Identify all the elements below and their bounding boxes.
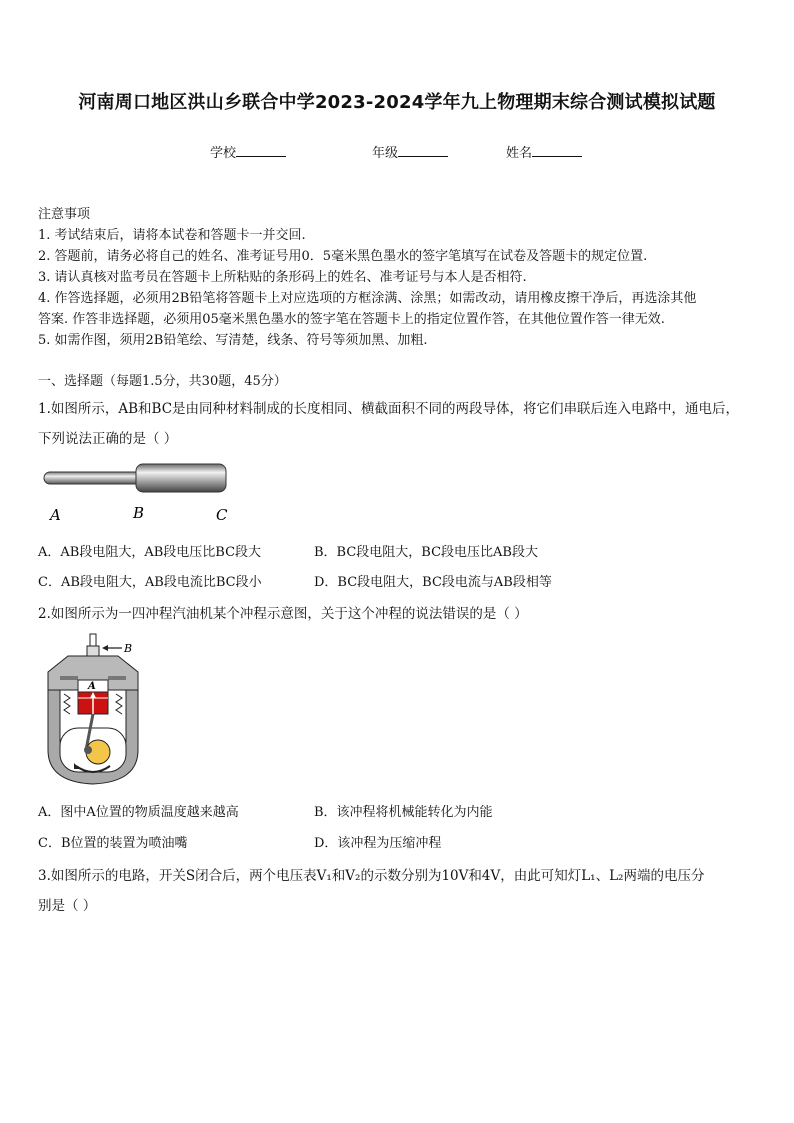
q1-option-a: A．AB段电阻大，AB段电压比BC段大 <box>38 545 262 560</box>
name-field <box>506 142 582 161</box>
q1-stem-line2: 下列说法正确的是（ ） <box>38 431 178 447</box>
grade-label: 年级 <box>372 146 399 161</box>
notice-item: 3. 请认真核对监考员在答题卡上所粘贴的条形码上的姓名、准考证号与本人是否相符. <box>38 270 527 285</box>
q1-stem-line1: 1.如图所示，AB和BC是由同种材料制成的长度相同、横截面积不同的两段导体，将它们串联后连入电路中，通电后， <box>38 401 740 417</box>
label-a: A <box>50 506 61 524</box>
q1-option-b: B．BC段电阻大，BC段电压比AB段大 <box>314 545 538 560</box>
label-c: C <box>216 506 228 524</box>
name-blank <box>532 144 582 157</box>
q3-stem-line2: 别是（ ） <box>38 898 97 914</box>
q1-option-c: C．AB段电阻大，AB段电流比BC段小 <box>38 575 262 590</box>
name-label: 姓名 <box>506 146 533 161</box>
school-label: 学校 <box>210 146 237 161</box>
notice-heading: 注意事项 <box>38 207 91 222</box>
q2-option-b: B．该冲程将机械能转化为内能 <box>314 805 493 820</box>
q3-stem-line1: 3.如图所示的电路，开关S闭合后，两个电压表V₁和V₂的示数分别为10V和4V，由此可知灯L₁、L₂两端的电压分 <box>38 868 705 884</box>
q2-option-a: A．图中A位置的物质温度越来越高 <box>38 805 239 820</box>
conductor-figure <box>36 458 246 528</box>
engine-diagram <box>38 632 148 790</box>
label-b: B <box>124 642 133 655</box>
notice-item: 4. 作答选择题，必须用2B铅笔将答题卡上对应选项的方框涂满、涂黑；如需改动，请用橡皮擦干净后，再选涂其他 <box>38 291 697 306</box>
notice-item: 5. 如需作图，须用2B铅笔绘、写清楚，线条、符号等须加黑、加粗. <box>38 333 428 348</box>
q2-option-c: C．B位置的装置为喷油嘴 <box>38 836 188 851</box>
school-blank <box>236 144 286 157</box>
exam-title: 河南周口地区洪山乡联合中学2023-2024学年九上物理期末综合测试模拟试题 <box>78 92 716 113</box>
q2-stem: 2.如图所示为一四冲程汽油机某个冲程示意图，关于这个冲程的说法错误的是（ ） <box>38 606 528 622</box>
notice-item: 2. 答题前，请务必将自己的姓名、准考证号用0．5毫米黑色墨水的签字笔填写在试卷及答题卡的规定位置. <box>38 249 648 264</box>
section-heading: 一、选择题（每题1.5分，共30题，45分） <box>38 374 287 389</box>
grade-field <box>372 142 448 161</box>
notice-item: 1. 考试结束后，请将本试卷和答题卡一并交回. <box>38 228 306 243</box>
label-b: B <box>133 504 145 522</box>
notice-item: 答案. 作答非选择题，必须用05毫米黑色墨水的签字笔在答题卡上的指定位置作答，在其他位置作答一律无效. <box>38 312 665 327</box>
q2-option-d: D．该冲程为压缩冲程 <box>314 836 442 851</box>
q1-option-d: D．BC段电阻大，BC段电流与AB段相等 <box>314 575 552 590</box>
label-a: A <box>88 681 96 692</box>
grade-blank <box>398 144 448 157</box>
school-field <box>210 142 286 161</box>
